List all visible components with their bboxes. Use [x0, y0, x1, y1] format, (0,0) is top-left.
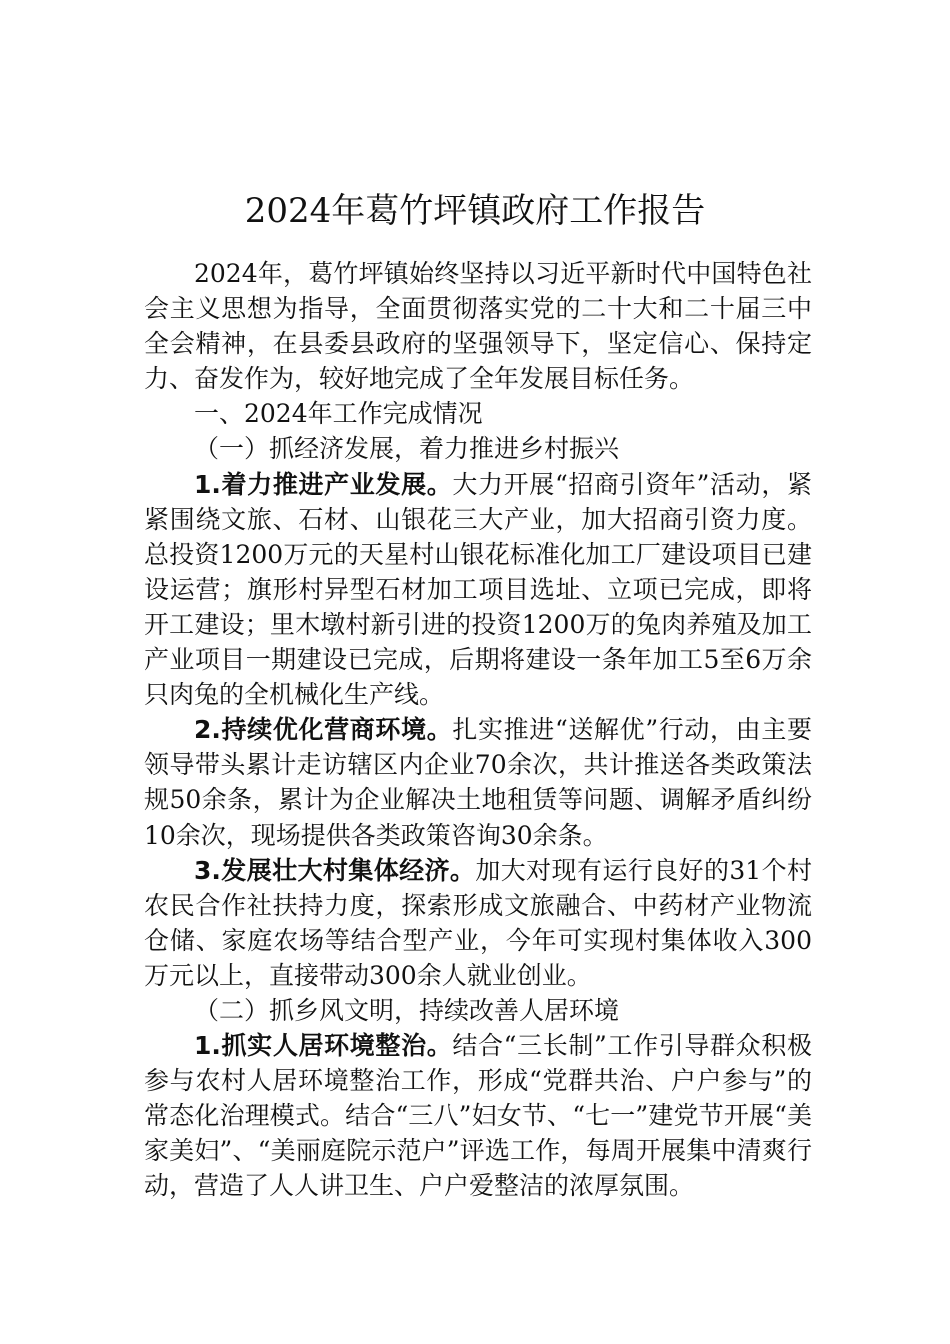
- item-text: 大力开展“招商引资年”活动，紧紧围绕文旅、石材、山银花三大产业，加大招商引资力度。总投资1200万元的天星村山银花标准化加工厂建设项目已建设运营；旗形村异型石材加工项目选址、立项已完成，即将开工建设；里木墩村新引进的投资1200万的兔肉养殖及加工产业项目一期建设已完成，后期将建设一条年加工5至6万余只肉兔的全机械化生产线。: [144, 469, 812, 710]
- item-paragraph: [144, 467, 812, 713]
- item-paragraph: [144, 853, 812, 993]
- document-body: [144, 256, 812, 1204]
- item-lead: 1.抓实人居环境整治。: [194, 1031, 453, 1061]
- subsection-heading: （一）抓经济发展，着力推进乡村振兴: [194, 434, 620, 464]
- item-lead: 2.持续优化营商环境。: [194, 715, 453, 745]
- item-text: 加大对现有运行良好的31个村农民合作社扶持力度，探索形成文旅融合、中药材产业物流仓储、家庭农场等结合型产业，今年可实现村集体收入300万元以上，直接带动300余人就业创业。: [144, 855, 812, 990]
- section-heading: 一、2024年工作完成情况: [194, 399, 483, 429]
- subsection-heading: （二）抓乡风文明，持续改善人居环境: [194, 995, 620, 1025]
- item-lead: 3.发展壮大村集体经济。: [194, 855, 476, 885]
- item-paragraph: [144, 1028, 812, 1203]
- item-lead: 1.着力推进产业发展。: [194, 469, 453, 499]
- item-text: 扎实推进“送解优”行动，由主要领导带头累计走访辖区内企业70余次，共计推送各类政策法规50余条，累计为企业解决土地租赁等问题、调解矛盾纠纷10余次，现场提供各类政策咨询30余条。: [144, 715, 812, 850]
- document-title: 2024年葛竹坪镇政府工作报告: [244, 190, 706, 231]
- item-text: 结合“三长制”工作引导群众积极参与农村人居环境整治工作，形成“党群共治、户户参与”的常态化治理模式。结合“三八”妇女节、“七一”建党节开展“美家美妇”、“美丽庭院示范户”评选工作，每周开展集中清爽行动，营造了人人讲卫生、户户爱整洁的浓厚氛围。: [144, 1031, 812, 1201]
- item-paragraph: [144, 712, 812, 852]
- intro-paragraph: 2024年，葛竹坪镇始终坚持以习近平新时代中国特色社会主义思想为指导，全面贯彻落实党的二十大和二十届三中全会精神，在县委县政府的坚强领导下，坚定信心、保持定力、奋发作为，较好地完成了全年发展目标任务。: [144, 259, 812, 394]
